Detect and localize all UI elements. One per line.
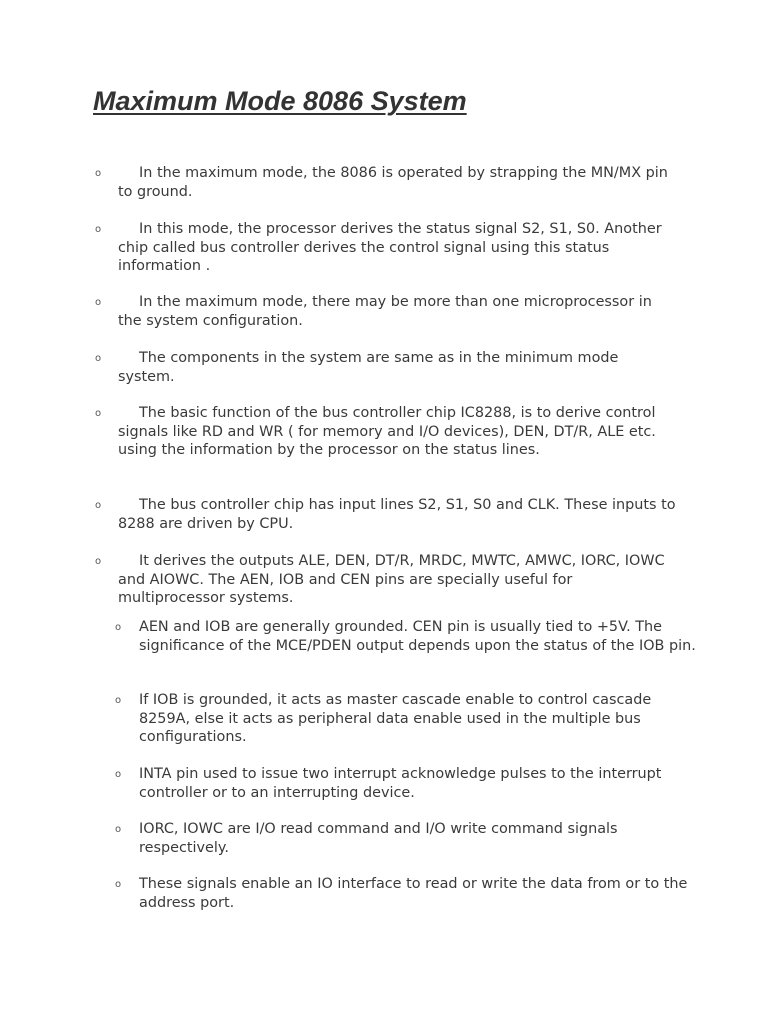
list-item-text: The components in the system are same as in the minimum mode system. [118, 350, 619, 385]
list-item [95, 164, 678, 201]
bullet-icon: o [95, 297, 102, 308]
list-item [95, 496, 678, 533]
list-item-text: It derives the outputs ALE, DEN, DT/R, MRDC, MWTC, AMWC, IORC, IOWC and AIOWC. The AEN, IOB and CEN pins are specially useful for multiprocessor systems. [118, 553, 665, 607]
bullet-icon: o [115, 769, 122, 780]
list-item-text: The bus controller chip has input lines S2, S1, S0 and CLK. These inputs to 8288 are driven by CPU. [118, 497, 676, 532]
page-title: Maximum Mode 8086 System [93, 86, 467, 116]
list-item [115, 691, 699, 747]
list-item-text: The basic function of the bus controller chip IC8288, is to derive control signals like RD and WR ( for memory and I/O devices), DEN, DT/R, ALE etc. using the information by the processor on the status lines. [118, 405, 656, 459]
bullet-icon: o [95, 168, 102, 179]
list-item [95, 349, 678, 386]
list-item-text: In the maximum mode, there may be more than one microprocessor in the system configuration. [118, 294, 652, 329]
list-item-text: INTA pin used to issue two interrupt acknowledge pulses to the interrupt controller or to an interrupting device. [139, 766, 662, 801]
list-item [115, 765, 699, 802]
list-item [95, 293, 678, 330]
bullet-icon: o [95, 408, 102, 419]
list-item [95, 220, 678, 276]
list-item [115, 820, 699, 857]
bullet-icon: o [115, 824, 122, 835]
list-item-text: AEN and IOB are generally grounded. CEN pin is usually tied to +5V. The significance of the MCE/PDEN output depends upon the status of the IOB pin. [139, 619, 696, 654]
bullet-icon: o [95, 500, 102, 511]
bullet-icon: o [95, 353, 102, 364]
bullet-icon: o [115, 622, 122, 633]
list-item-text: In this mode, the processor derives the status signal S2, S1, S0. Another chip called bus controller derives the control signal using this status information . [118, 221, 662, 275]
bullet-icon: o [95, 224, 102, 235]
bullet-icon: o [115, 879, 122, 890]
list-item [95, 404, 678, 460]
list-item-text: These signals enable an IO interface to read or write the data from or to the address port. [139, 876, 688, 911]
list-item [115, 618, 699, 655]
list-item-text: If IOB is grounded, it acts as master cascade enable to control cascade 8259A, else it acts as peripheral data enable used in the multiple bus configurations. [139, 692, 652, 746]
list-item [115, 875, 699, 912]
list-item [95, 552, 678, 608]
bullet-icon: o [95, 556, 102, 567]
list-item-text: IORC, IOWC are I/O read command and I/O write command signals respectively. [139, 821, 618, 856]
list-item-text: In the maximum mode, the 8086 is operated by strapping the MN/MX pin to ground. [118, 165, 668, 200]
bullet-icon: o [115, 695, 122, 706]
